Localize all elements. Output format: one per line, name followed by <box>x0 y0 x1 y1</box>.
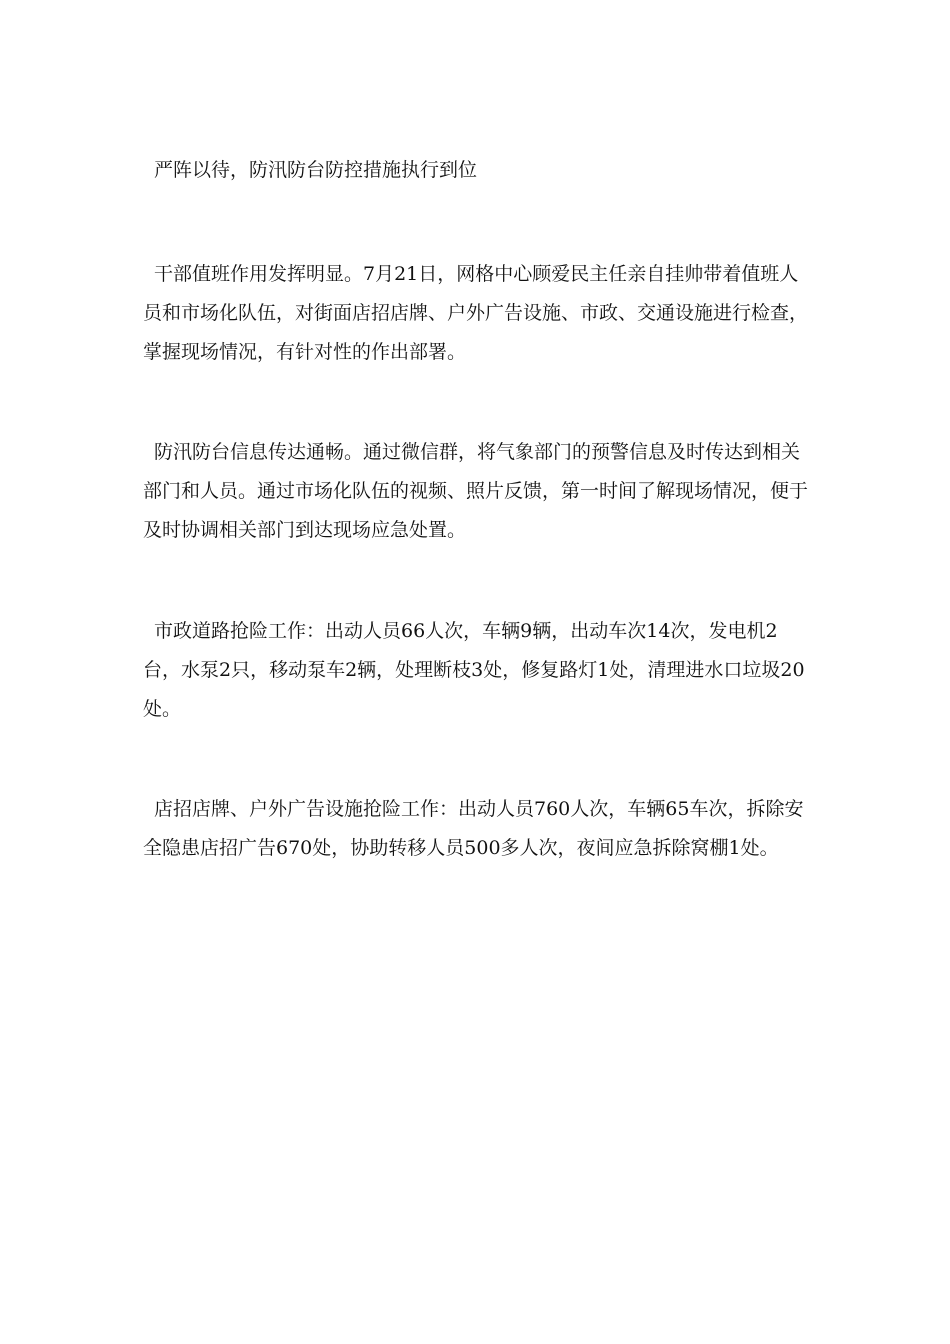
paragraph-duty-cadres: 干部值班作用发挥明显。7月21日，网格中心顾爱民主任亲自挂帅带着值班人员和市场化队伍，对街面店招店牌、户外广告设施、市政、交通设施进行检查，掌握现场情况，有针对性的作出部署。 <box>143 263 809 363</box>
paragraph-road-rescue-stats: 市政道路抢险工作：出动人员66人次，车辆9辆，出动车次14次，发电机2台，水泵2只，移动泵车2辆，处理断枝3处，修复路灯1处，清理进水口垃圾20处。 <box>143 620 805 720</box>
section-heading: 严阵以待，防汛防台防控措施执行到位 <box>154 159 478 181</box>
paragraph-signboard-rescue-stats: 店招店牌、户外广告设施抢险工作：出动人员760人次，车辆65车次，拆除安全隐患店招广告670处，协助转移人员500多人次，夜间应急拆除窝棚1处。 <box>143 798 804 859</box>
paragraph-information-relay: 防汛防台信息传达通畅。通过微信群，将气象部门的预警信息及时传达到相关部门和人员。通过市场化队伍的视频、照片反馈，第一时间了解现场情况，便于及时协调相关部门到达现场应急处置。 <box>143 441 809 541</box>
